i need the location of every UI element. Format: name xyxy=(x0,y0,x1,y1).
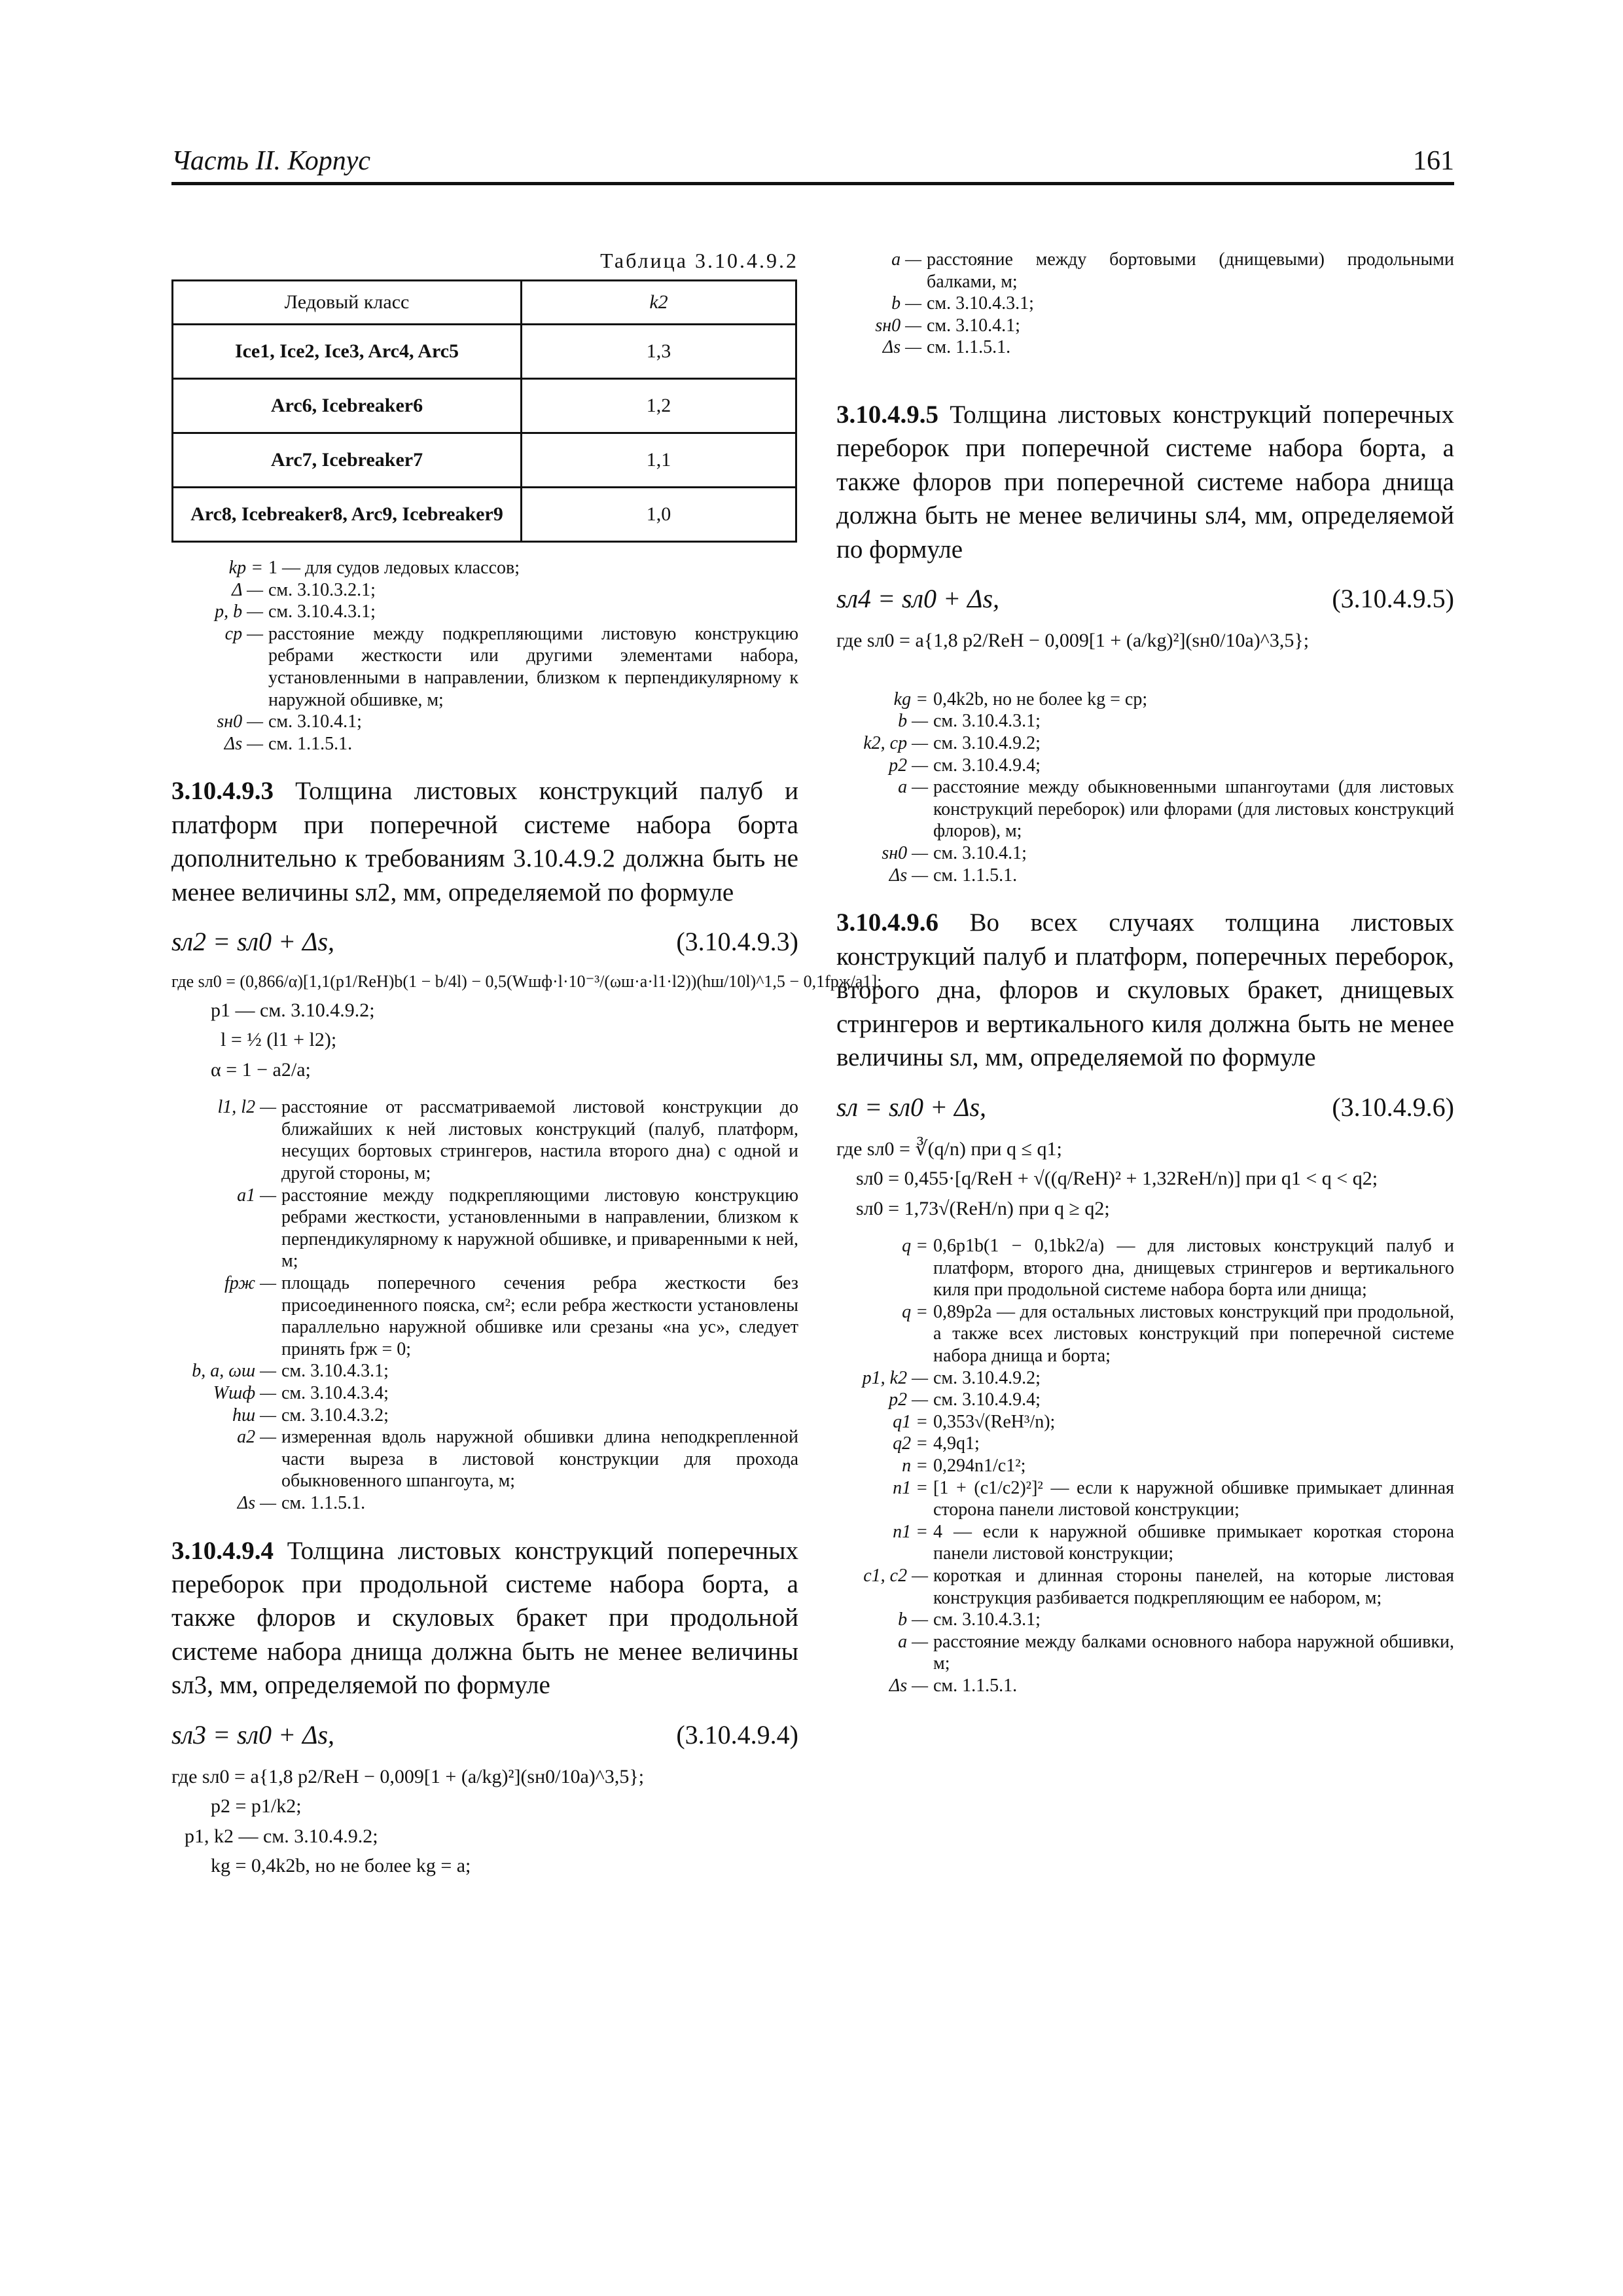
paragraph-3-10-4-9-6 xyxy=(836,906,1454,1074)
formula-number: (3.10.4.9.3) xyxy=(676,927,798,957)
formula xyxy=(171,926,798,957)
definition-text: см. 3.10.4.3.1; xyxy=(927,293,1034,314)
definition-item xyxy=(171,1492,798,1515)
definition-symbol: kg = xyxy=(893,689,928,709)
definition-text: короткая и длинная стороны панелей, на которые листовая конструкция разбивается подкрепляющим ее набором, м; xyxy=(933,1565,1454,1608)
definition-symbol: l1, l2 — xyxy=(217,1097,276,1118)
table-header-cell: k2 xyxy=(522,281,796,325)
definition-symbol: kp = xyxy=(228,558,263,578)
definition-symbol: Wшф — xyxy=(213,1382,276,1403)
formula-line: α = 1 − a2/a; xyxy=(211,1058,311,1081)
definition-item xyxy=(836,1389,1454,1411)
definition-symbol: n1 = xyxy=(893,1521,928,1542)
paragraph-text: Толщина листовых конструкций поперечных переборок при продольной системе набора борта, а также флоров и скуловых бракет при продольной системе набора днища должна быть не менее величины sл3, мм, определяемой по формуле xyxy=(171,1536,798,1700)
table-cell: Arc8, Icebreaker8, Arc9, Icebreaker9 xyxy=(173,488,522,542)
definition-item xyxy=(836,1565,1454,1609)
formula-expression: sл = sл0 + Δs, xyxy=(836,1092,987,1122)
formula-line: sл0 = 1,73√(ReH/n) при q ≥ q2; xyxy=(856,1197,1110,1219)
definition-text: см. 3.10.4.3.1; xyxy=(281,1361,389,1382)
definition-text: см. 3.10.3.2.1; xyxy=(268,579,376,600)
definition-item xyxy=(171,601,798,623)
definition-symbol: q1 = xyxy=(893,1411,928,1432)
formula-where: где sл0 = (0,866/α)[1,1(p1/ReH)b(1 − b/4l) − 0,5(Wшф·l·10⁻³/(ωш·a·l1·l2))(hш/10l)^1,5 − 0,1fрж/a1]; xyxy=(171,972,882,992)
page-number: 161 xyxy=(1413,146,1454,176)
definition-symbol: k2, cp — xyxy=(863,733,928,753)
formula-number: (3.10.4.9.4) xyxy=(676,1719,798,1749)
definition-text: см. 3.10.4.3.2; xyxy=(281,1405,389,1426)
formula-where: где sл0 = a{1,8 p2/ReH − 0,009[1 + (a/kg)²](sн0/10a)^3,5}; xyxy=(171,1765,645,1787)
definition-text: см. 1.1.5.1. xyxy=(933,1675,1018,1696)
definition-symbol: n1 = xyxy=(893,1477,928,1498)
definition-symbol: fрж — xyxy=(224,1272,276,1293)
definition-item xyxy=(836,1455,1454,1477)
definition-item xyxy=(171,733,798,755)
table-cell: Arc6, Icebreaker6 xyxy=(173,379,522,433)
formula-expression: sл3 = sл0 + Δs, xyxy=(171,1719,335,1749)
definition-symbol: hш — xyxy=(232,1405,276,1426)
definitions-block xyxy=(836,249,1454,359)
definition-text: см. 1.1.5.1. xyxy=(927,337,1011,358)
definition-item xyxy=(836,1521,1454,1565)
formula-line: l = ½ (l1 + l2); xyxy=(221,1029,337,1051)
definition-text: расстояние между подкрепляющими листовую конструкцию ребрами жесткости, установленными в направлении, близком к перпендикулярному к наружной обшивке, и приваренными к ней, м; xyxy=(281,1185,798,1272)
definition-text: 0,353√(ReH³/n); xyxy=(933,1411,1056,1432)
formula-line: p1 — см. 3.10.4.9.2; xyxy=(211,999,375,1021)
definitions-block xyxy=(836,689,1454,886)
definition-text: см. 3.10.4.3.1; xyxy=(268,601,376,622)
formula xyxy=(836,1092,1454,1122)
paragraph-text: Толщина листовых конструкций палуб и платформ при поперечной системе набора борта дополнительно к требованиям 3.10.4.9.2 должна быть не менее величины sл2, мм, определяемой по формуле xyxy=(171,777,798,906)
definition-symbol: a2 — xyxy=(237,1427,276,1448)
definition-text: 4 — если к наружной обшивке примыкает короткая сторона панели листовой конструкции; xyxy=(933,1521,1454,1564)
definition-symbol: p2 — xyxy=(889,755,928,776)
definition-text: см. 3.10.4.9.2; xyxy=(933,733,1041,753)
definitions-block xyxy=(171,557,798,755)
definition-text: 4,9q1; xyxy=(933,1433,980,1454)
table-row xyxy=(173,433,796,488)
definition-item xyxy=(171,1360,798,1382)
definition-text: измеренная вдоль наружной обшивки длина неподкрепленной части выреза в листовой конструкции для прохода обыкновенного шпангоута, м; xyxy=(281,1427,798,1492)
table-header-row xyxy=(173,281,796,325)
definition-item xyxy=(836,1433,1454,1455)
table-cell: 1,3 xyxy=(522,325,796,379)
definition-symbol: p, b — xyxy=(215,601,263,622)
definition-text: расстояние между балками основного набора наружной обшивки, м; xyxy=(933,1631,1454,1674)
table-caption: Таблица 3.10.4.9.2 xyxy=(600,249,798,272)
definition-text: см. 3.10.4.9.4; xyxy=(933,1390,1041,1410)
definition-item xyxy=(836,1609,1454,1631)
definition-item xyxy=(171,1382,798,1405)
formula-where: где sл0 = a{1,8 p2/ReH − 0,009[1 + (a/kg)²](sн0/10a)^3,5}; xyxy=(836,630,1310,652)
definition-item xyxy=(836,842,1454,865)
right-column xyxy=(836,249,1454,1696)
definition-symbol: a1 — xyxy=(237,1185,276,1206)
definition-text: см. 3.10.4.1; xyxy=(927,315,1020,336)
definition-text: расстояние между обыкновенными шпангоутами (для листовых конструкций переборок) или флорами (для листовых конструкций флоров), м; xyxy=(933,777,1454,842)
definition-symbol: b, a, ωш — xyxy=(192,1361,276,1382)
definition-item xyxy=(836,1675,1454,1697)
definition-text: расстояние между подкрепляющими листовую конструкцию ребрами жесткости или другими элементами набора, установленными в направлении, близком к перпендикулярному к наружной обшивке, м; xyxy=(268,623,798,710)
section-number: 3.10.4.9.5 xyxy=(836,400,938,429)
definition-text: 0,89p2a — для остальных листовых конструкций при продольной, а также всех листовых конструкций при поперечной системе набора днища и борта; xyxy=(933,1301,1454,1366)
definition-text: см. 3.10.4.3.1; xyxy=(933,1609,1041,1630)
definition-symbol: q = xyxy=(902,1301,928,1322)
definition-symbol: sн0 — xyxy=(217,711,263,732)
definition-symbol: q = xyxy=(902,1236,928,1256)
definition-symbol: b — xyxy=(898,711,928,732)
definition-item xyxy=(171,557,798,579)
ice-class-table xyxy=(171,279,797,543)
definition-text: см. 3.10.4.3.1; xyxy=(933,711,1041,732)
definition-symbol: Δs — xyxy=(237,1492,276,1513)
definition-item xyxy=(836,1631,1454,1675)
definition-symbol: a — xyxy=(891,249,921,270)
left-column xyxy=(171,249,882,1884)
section-number: 3.10.4.9.3 xyxy=(171,777,274,806)
definition-item xyxy=(171,1405,798,1427)
formula xyxy=(171,1719,798,1750)
definition-text: см. 1.1.5.1. xyxy=(281,1492,366,1513)
header-title: Часть II. Корпус xyxy=(171,146,371,176)
formula-line: p2 = p1/k2; xyxy=(211,1795,302,1818)
formula-line: sл0 = 0,455·[q/ReH + √((q/ReH)² + 1,32ReH/n)] при q1 < q < q2; xyxy=(856,1168,1378,1189)
definition-text: расстояние от рассматриваемой листовой конструкции до ближайших к ней листовых конструкций (палуб, платформ, несущих бортовых стрингеров, настила второго дна) с одной и другой стороны, м; xyxy=(281,1097,798,1183)
definition-symbol: Δs — xyxy=(889,1675,928,1696)
definition-text: 0,294n1/c1²; xyxy=(933,1455,1026,1476)
definition-symbol: sн0 — xyxy=(882,842,928,863)
table-header-cell: Ледовый класс xyxy=(173,281,522,325)
paragraph-3-10-4-9-5 xyxy=(836,398,1454,566)
table-cell: Ice1, Ice2, Ice3, Arc4, Arc5 xyxy=(173,325,522,379)
formula-line: kg = 0,4k2b, но не более kg = a; xyxy=(211,1855,471,1877)
definition-text: [1 + (c1/c2)²]² — если к наружной обшивке примыкает длинная сторона панели листовой конструкции; xyxy=(933,1477,1454,1520)
definition-text: 1 — для судов ледовых классов; xyxy=(268,558,520,578)
definition-symbol: b — xyxy=(891,293,921,314)
paragraph-3-10-4-9-4 xyxy=(171,1534,798,1702)
table-row xyxy=(173,325,796,379)
definition-symbol: sн0 — xyxy=(875,315,921,336)
definition-item xyxy=(836,1477,1454,1521)
definition-symbol: a — xyxy=(898,777,928,798)
definition-symbol: c1, c2 — xyxy=(863,1565,928,1586)
paragraph-text: Толщина листовых конструкций поперечных переборок при поперечной системе набора борта, а также флоров при поперечной системе набора днища должна быть не менее величины sл4, мм, определяемой по формуле xyxy=(836,400,1454,564)
definition-symbol: b — xyxy=(898,1609,928,1630)
definition-item xyxy=(836,1235,1454,1301)
running-header xyxy=(171,143,1454,185)
section-number: 3.10.4.9.6 xyxy=(836,908,938,937)
definition-text: см. 3.10.4.3.4; xyxy=(281,1382,389,1403)
definition-item xyxy=(171,1185,798,1272)
formula-line: p1, k2 — см. 3.10.4.9.2; xyxy=(185,1825,378,1847)
table-cell: 1,2 xyxy=(522,379,796,433)
definition-symbol: Δs — xyxy=(889,865,928,886)
definition-symbol: cp — xyxy=(224,623,263,644)
definition-text: площадь поперечного сечения ребра жесткости без присоединенного пояска, см²; если ребра жесткости установлены параллельно наружной обшивке или срезаны «на ус», следует принять fрж = 0; xyxy=(281,1272,798,1359)
formula-line: где sл0 = ∛(q/n) при q ≤ q1; xyxy=(836,1138,1062,1160)
definition-symbol: n = xyxy=(902,1455,928,1476)
definition-item xyxy=(171,623,798,711)
definition-item xyxy=(836,710,1454,732)
formula xyxy=(836,583,1454,614)
definition-item xyxy=(836,249,1454,293)
definition-text: см. 1.1.5.1. xyxy=(268,733,353,754)
formula-number: (3.10.4.9.6) xyxy=(1332,1092,1454,1122)
formula-expression: sл4 = sл0 + Δs, xyxy=(836,584,1000,614)
definition-symbol: Δs — xyxy=(882,337,921,358)
definition-item xyxy=(171,1426,798,1492)
definition-item xyxy=(836,336,1454,359)
definition-symbol: Δs — xyxy=(224,733,263,754)
definition-symbol: a — xyxy=(898,1631,928,1652)
definition-item xyxy=(836,689,1454,711)
definition-symbol: q2 = xyxy=(893,1433,928,1454)
paragraph-text: Во всех случаях толщина листовых конструкций палуб и платформ, поперечных переборок, второго дна, флоров и скуловых бракет, днищевых стрингеров и вертикального киля должна быть не менее величины sл, мм, определяемой по формуле xyxy=(836,908,1454,1072)
table-cell: 1,0 xyxy=(522,488,796,542)
formula-expression: sл2 = sл0 + Δs, xyxy=(171,927,335,957)
definition-item xyxy=(171,579,798,601)
table-row xyxy=(173,488,796,542)
definition-text: см. 1.1.5.1. xyxy=(933,865,1018,886)
definition-text: см. 3.10.4.1; xyxy=(268,711,362,732)
definition-text: см. 3.10.4.9.4; xyxy=(933,755,1041,776)
definition-item xyxy=(836,1367,1454,1390)
section-number: 3.10.4.9.4 xyxy=(171,1536,274,1565)
definition-item xyxy=(836,865,1454,887)
definitions-block xyxy=(171,1096,798,1514)
definition-symbol: p1, k2 — xyxy=(862,1367,928,1388)
definition-item xyxy=(836,776,1454,842)
definition-item xyxy=(171,711,798,733)
definition-item xyxy=(836,293,1454,315)
definition-symbol: Δ — xyxy=(232,579,263,600)
table-cell: Arc7, Icebreaker7 xyxy=(173,433,522,488)
definition-text: расстояние между бортовыми (днищевыми) продольными балками, м; xyxy=(927,249,1454,292)
definition-item xyxy=(836,1301,1454,1367)
definition-text: 0,4k2b, но не более kg = cp; xyxy=(933,689,1148,709)
definition-text: см. 3.10.4.9.2; xyxy=(933,1367,1041,1388)
table-cell: 1,1 xyxy=(522,433,796,488)
paragraph-3-10-4-9-3 xyxy=(171,774,798,909)
definition-text: см. 3.10.4.1; xyxy=(933,842,1027,863)
definitions-block xyxy=(836,1235,1454,1696)
definition-text: 0,6p1b(1 − 0,1bk2/a) — для листовых конструкций палуб и платформ, второго дна, днищевых стрингеров и вертикального киля при продольной системе набора борта или днища; xyxy=(933,1236,1454,1300)
definition-item xyxy=(836,732,1454,755)
definition-item xyxy=(171,1096,798,1184)
formula-number: (3.10.4.9.5) xyxy=(1332,584,1454,614)
definition-item xyxy=(836,755,1454,777)
definition-item xyxy=(836,1411,1454,1433)
definition-item xyxy=(836,315,1454,337)
definition-symbol: p2 — xyxy=(889,1390,928,1410)
definition-item xyxy=(171,1272,798,1360)
table-row xyxy=(173,379,796,433)
